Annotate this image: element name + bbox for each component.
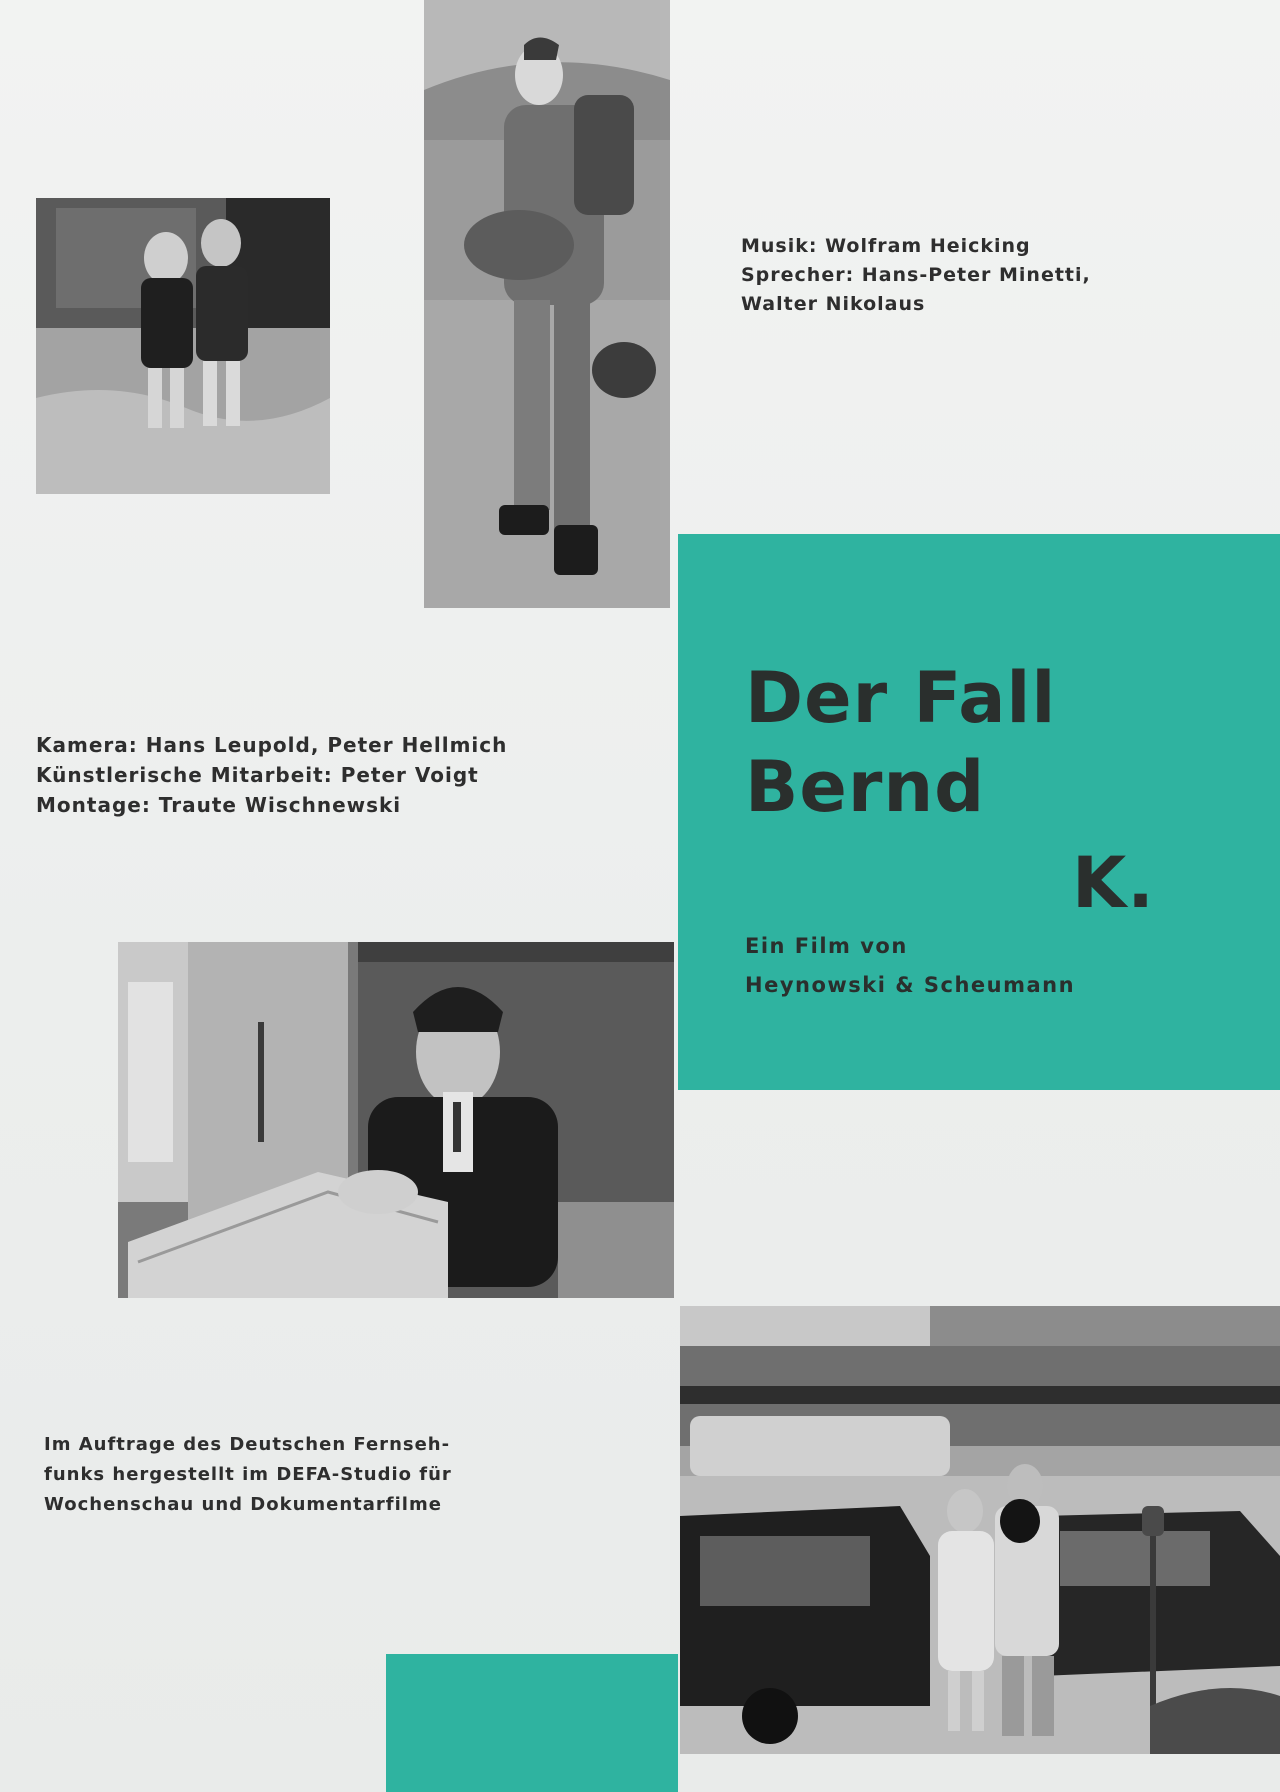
commission-note bbox=[44, 1430, 452, 1520]
credits-camera-montage bbox=[36, 730, 507, 820]
credit-narrator: Sprecher: Hans-Peter Minetti, bbox=[741, 264, 1091, 286]
commission-line-1: Im Auftrage des Deutschen Fernseh- bbox=[44, 1434, 451, 1455]
photo-man-reading bbox=[118, 942, 674, 1298]
film-title-line-1: Der Fall bbox=[745, 657, 1057, 739]
photo-boys bbox=[36, 198, 330, 494]
accent-block-bottom bbox=[386, 1654, 678, 1792]
commission-line-2: funks hergestellt im DEFA-Studio für bbox=[44, 1464, 452, 1485]
film-by-label: Ein Film von bbox=[745, 934, 908, 958]
film-directors: Heynowski & Scheumann bbox=[745, 973, 1076, 997]
credit-music: Musik: Wolfram Heicking bbox=[741, 235, 1031, 257]
film-title-line-3: K. bbox=[1072, 842, 1155, 924]
photo-couple-street bbox=[680, 1306, 1280, 1754]
film-title-line-2: Bernd bbox=[745, 746, 986, 828]
credit-narrator-2: Walter Nikolaus bbox=[741, 293, 926, 315]
credit-artistic: Künstlerische Mitarbeit: Peter Voigt bbox=[36, 763, 479, 787]
photo-soldier bbox=[424, 0, 670, 608]
credit-montage: Montage: Traute Wischnewski bbox=[36, 793, 402, 817]
commission-line-3: Wochenschau und Dokumentarfilme bbox=[44, 1494, 442, 1515]
credit-camera: Kamera: Hans Leupold, Peter Hellmich bbox=[36, 733, 508, 757]
credits-music-narration bbox=[741, 232, 1091, 319]
